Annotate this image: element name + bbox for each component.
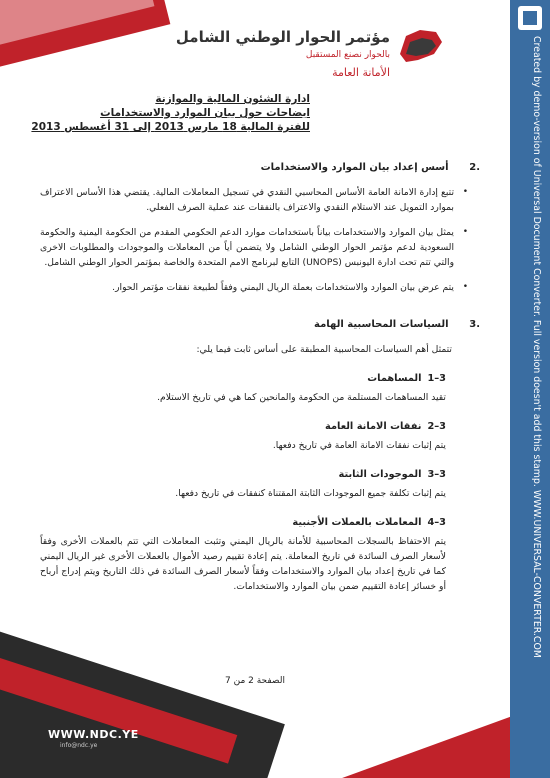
subsection-text: يتم الاحتفاظ بالسجلات المحاسبية للأمانة بالريال اليمني وتثبت المعاملات التي تتم بالعملات الأخرى وفقاً لأسعار الصرف السائدة في تاريخ المعاملة. يتم إعادة تقييم رصيد الأموال بالعملات الأخرى غير الريال اليمني كما في تاريخ إعداد بيان الموارد والاستخدامات وفقاً لأسعار الصرف السائدة في ذلك التاريخ ويتم إدراج أرباح أو خسائر إعادة التقييم ضمن بيان الموارد والاستخدامات. [40, 536, 446, 592]
subsection-3-2 [40, 419, 446, 453]
bullet-icon: • [462, 282, 468, 292]
subsection-heading [40, 515, 446, 530]
subsection-title: نفقات الامانة العامة [325, 421, 422, 432]
subsection-3-4 [40, 515, 446, 594]
period-line: للفترة المالية 18 مارس 2013 إلى 31 أغسطس 2013 [31, 121, 310, 133]
subsection-heading [40, 467, 446, 482]
bullet-icon: • [462, 187, 468, 197]
subsection-title: الموجودات الثابتة [338, 469, 422, 480]
section-3-intro: تتمثل أهم السياسات المحاسبية المطبقة على أساس ثابت فيما يلي: [196, 344, 452, 355]
section-3-title [40, 317, 480, 332]
converter-logo-icon [518, 6, 542, 30]
list-item-text: تتبع إدارة الامانة العامة الأساس المحاسبي النقدي في تسجيل المعاملات المالية. يقتضي هذا الأساس الاعتراف بموارد التمويل عند الاستلام النقدي والاعتراف بالنفقات عند عملية الصرف الفعلي. [40, 187, 454, 213]
section-2-title [40, 160, 480, 175]
secretariat-label: الأمانة العامة [332, 66, 390, 79]
subsection-title: المساهمات [367, 373, 422, 384]
section-number: .2 [469, 162, 480, 173]
conference-title: مؤتمر الحوار الوطني الشامل [175, 28, 390, 46]
document-heading [31, 92, 310, 134]
list-item [40, 185, 468, 215]
subsection-title: المعاملات بالعملات الأجنبية [292, 517, 422, 528]
letterhead [152, 24, 452, 84]
subsection-text: تقيد المساهمات المستلمة من الحكومة والمانحين كما هي في تاريخ الاستلام. [157, 392, 446, 403]
section-2-bullets [40, 185, 480, 295]
website-link[interactable]: WWW.NDC.YE [48, 728, 139, 741]
subsection-heading [40, 371, 446, 386]
decorative-corner-red-right [341, 703, 510, 778]
subsection-number: 3–3 [427, 469, 446, 480]
yemen-map-logo-icon [396, 24, 444, 68]
list-item-text: يتم عرض بيان الموارد والاستخدامات بعملة الريال اليمني وفقاً لطبيعة نفقات مؤتمر الحوار. [112, 282, 454, 293]
subsection-3-3 [40, 467, 446, 501]
section-title-text: السياسات المحاسبية الهامة [314, 319, 449, 330]
subsection-text: يتم إثبات تكلفة جميع الموجودات الثابتة المقتناة كنفقات في تاريخ دفعها. [175, 488, 446, 499]
converter-stamp-text: Created by demo-version of Universal Document Converter. Full version doesn't add this stamp. WWW.UNIVERSAL-CONVERTER.COM [531, 36, 542, 658]
subsection-number: 3–2 [427, 421, 446, 432]
subsection-text: يتم إثبات نفقات الامانة العامة في تاريخ دفعها. [272, 440, 446, 451]
section-number: .3 [469, 319, 480, 330]
list-item-text: يمثل بيان الموارد والاستخدامات بياناً باستخدامات موارد الدعم الحكومي المقدم من الحكومة اليمنية والحكومة السعودية لدعم مؤتمر الحوار الوطني الشامل ولا يتضمن أياً من المعاملات والموجودات والمطلوبات الاخرى والتي تتم تحت ادارة اليونبس (UNOPS) التابع لبرنامج الامم المتحدة والخاصة بمؤتمر الحوار الوطني الشامل. [40, 227, 454, 268]
list-item [40, 225, 468, 270]
conference-slogan: بالحوار نصنع المستقبل [305, 50, 390, 60]
notes-title-line: ايضاحات حول بيان الموارد والاستخدامات [100, 107, 310, 119]
subsection-number: 3–4 [427, 517, 446, 528]
bullet-icon: • [462, 227, 468, 237]
department-line: ادارة الشئون المالية والموازنة [155, 93, 310, 105]
subsection-number: 3–1 [427, 373, 446, 384]
main-content [40, 160, 480, 608]
subsection-3-1 [40, 371, 446, 405]
subsection-heading [40, 419, 446, 434]
converter-stamp-sidebar [510, 0, 550, 778]
section-title-text: أسس إعداد بيان الموارد والاستخدامات [260, 162, 449, 173]
page-number: الصفحة 2 من 7 [225, 676, 285, 686]
list-item [40, 280, 468, 295]
email-text: info@ndc.ye [60, 742, 98, 749]
